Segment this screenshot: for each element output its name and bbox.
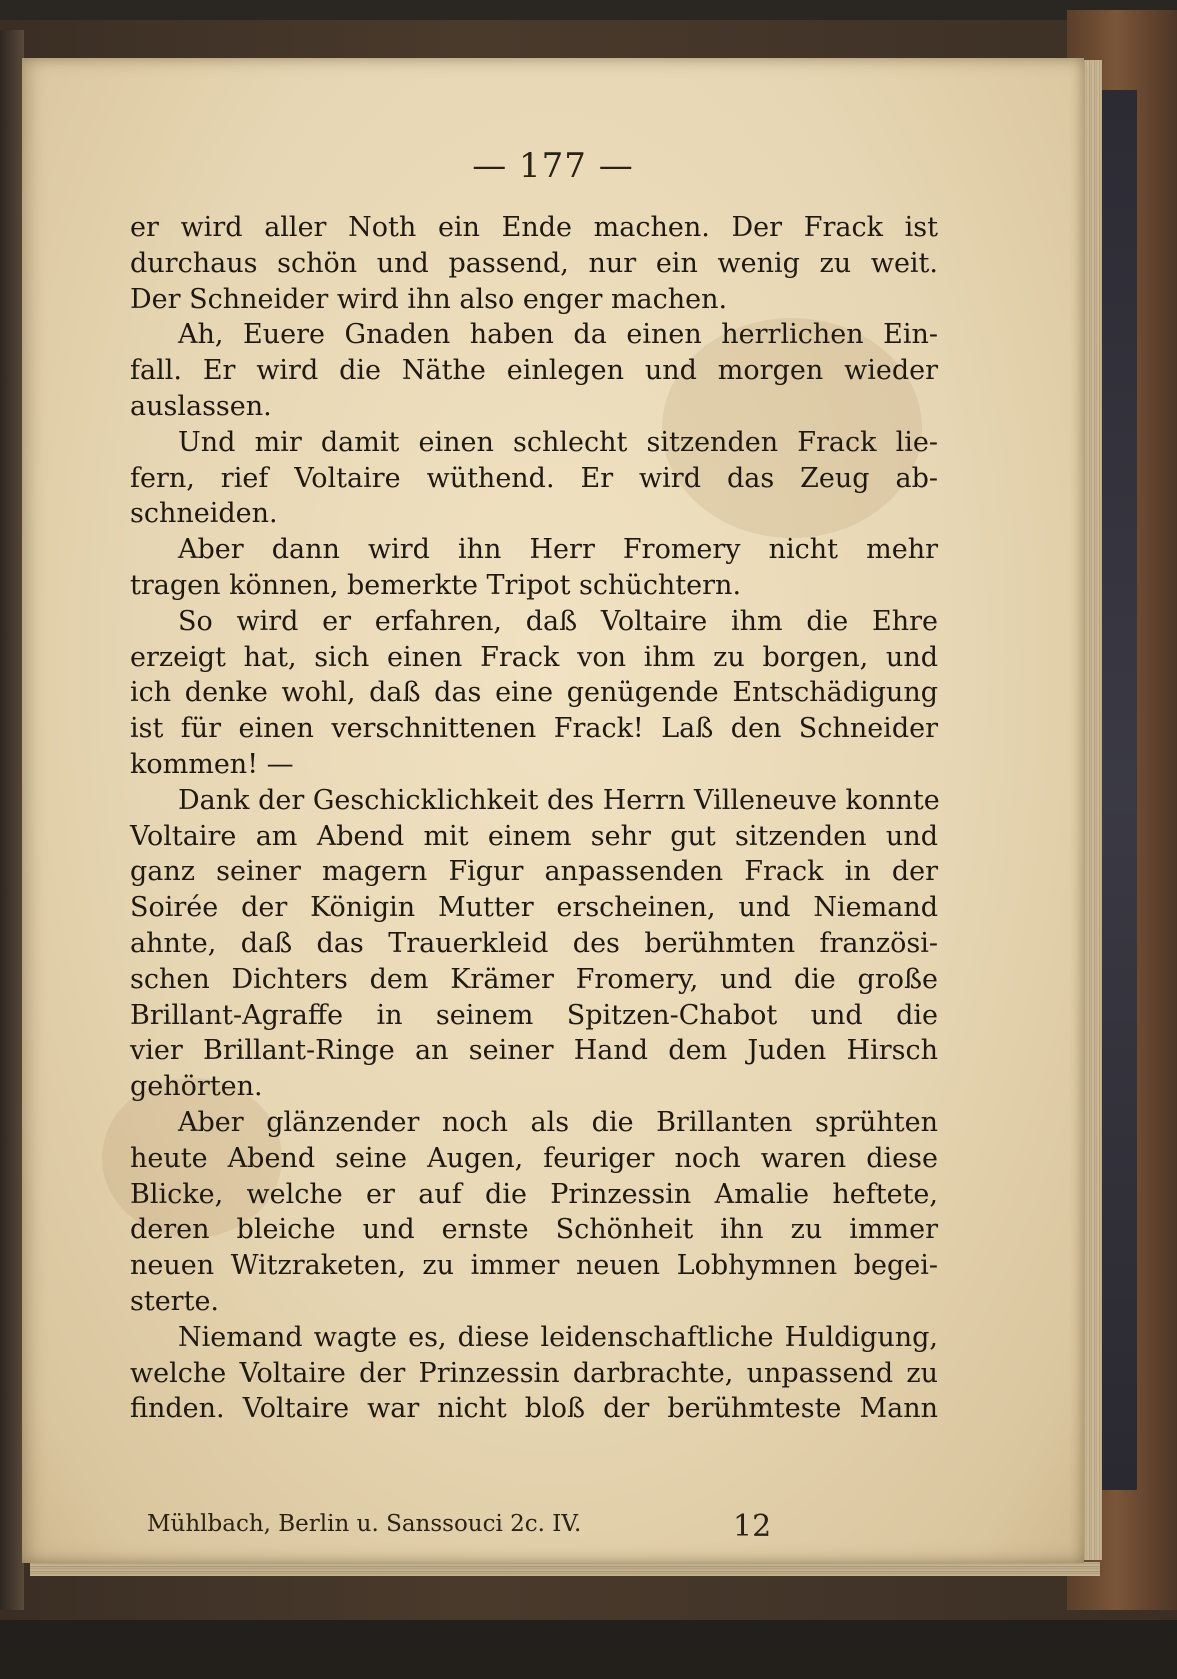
page-bottom-edges bbox=[30, 1562, 1100, 1576]
page-number: — 177 — bbox=[472, 146, 634, 186]
body-text bbox=[130, 210, 938, 1427]
text-line: Niemand wagte es, diese leidenschaftliche Huldigung, bbox=[178, 1321, 938, 1353]
text-line: Der Schneider wird ihn also enger machen. bbox=[130, 283, 728, 315]
text-line: finden. Voltaire war nicht bloß der berühmteste Mann bbox=[130, 1393, 938, 1425]
text-line: fern, rief Voltaire wüthend. Er wird das Zeug ab- bbox=[130, 462, 938, 494]
text-line: Aber glänzender noch als die Brillanten sprühten bbox=[178, 1106, 938, 1138]
text-line: welche Voltaire der Prinzessin darbrachte, unpassend zu bbox=[130, 1357, 938, 1389]
text-line: vier Brillant-Ringe an seiner Hand dem Juden Hirsch bbox=[130, 1035, 938, 1067]
text-line: neuen Witzraketen, zu immer neuen Lobhymnen begei- bbox=[130, 1250, 938, 1282]
text-line: gehörten. bbox=[130, 1071, 263, 1103]
text-line: ganz seiner magern Figur anpassenden Frack in der bbox=[130, 856, 938, 888]
text-line: ahnte, daß das Trauerkleid des berühmten französi- bbox=[130, 927, 938, 959]
text-line: sterte. bbox=[130, 1285, 220, 1317]
text-line: durchaus schön und passend, nur ein wenig zu weit. bbox=[130, 247, 938, 279]
text-line: So wird er erfahren, daß Voltaire ihm die Ehre bbox=[178, 605, 938, 637]
text-line: ich denke wohl, daß das eine genügende Entschädigung bbox=[130, 677, 938, 709]
text-line: tragen können, bemerkte Tripot schüchtern. bbox=[130, 569, 742, 601]
text-line: er wird aller Noth ein Ende machen. Der Frack ist bbox=[130, 212, 938, 243]
text-line: ist für einen verschnittenen Frack! Laß den Schneider bbox=[130, 713, 938, 745]
text-line: schen Dichters dem Krämer Fromery, und die große bbox=[130, 963, 938, 995]
text-line: Soirée der Königin Mutter erscheinen, und Niemand bbox=[130, 892, 938, 924]
text-line: deren bleiche und ernste Schönheit ihn zu immer bbox=[130, 1214, 938, 1246]
text-line: heute Abend seine Augen, feuriger noch waren diese bbox=[130, 1142, 938, 1174]
text-line: schneiden. bbox=[130, 498, 278, 530]
text-line: kommen! — bbox=[130, 748, 294, 780]
text-line: Und mir damit einen schlecht sitzenden Frack lie- bbox=[178, 426, 938, 458]
text-line: fall. Er wird die Näthe einlegen und morgen wieder bbox=[130, 355, 938, 387]
book-page bbox=[22, 58, 1084, 1563]
text-line: Brillant-Agraffe in seinem Spitzen-Chabot und die bbox=[130, 999, 938, 1031]
book-spine-edge bbox=[0, 30, 24, 1610]
text-line: erzeigt hat, sich einen Frack von ihm zu borgen, und bbox=[130, 641, 938, 673]
text-line: Aber dann wird ihn Herr Fromery nicht mehr bbox=[178, 534, 938, 566]
text-line: Ah, Euere Gnaden haben da einen herrlichen Ein- bbox=[178, 319, 938, 351]
text-line: Blicke, welche er auf die Prinzessin Amalie heftete, bbox=[130, 1178, 938, 1210]
footer-sheet-number: 12 bbox=[733, 1509, 772, 1544]
text-line: auslassen. bbox=[130, 390, 272, 422]
text-line: Voltaire am Abend mit einem sehr gut sitzenden und bbox=[130, 820, 938, 852]
text-line: Dank der Geschicklichkeit des Herrn Villeneuve konnte bbox=[178, 784, 940, 816]
footer-signature: Mühlbach, Berlin u. Sanssouci 2c. IV. bbox=[147, 1511, 582, 1537]
page-footer bbox=[147, 1511, 967, 1551]
